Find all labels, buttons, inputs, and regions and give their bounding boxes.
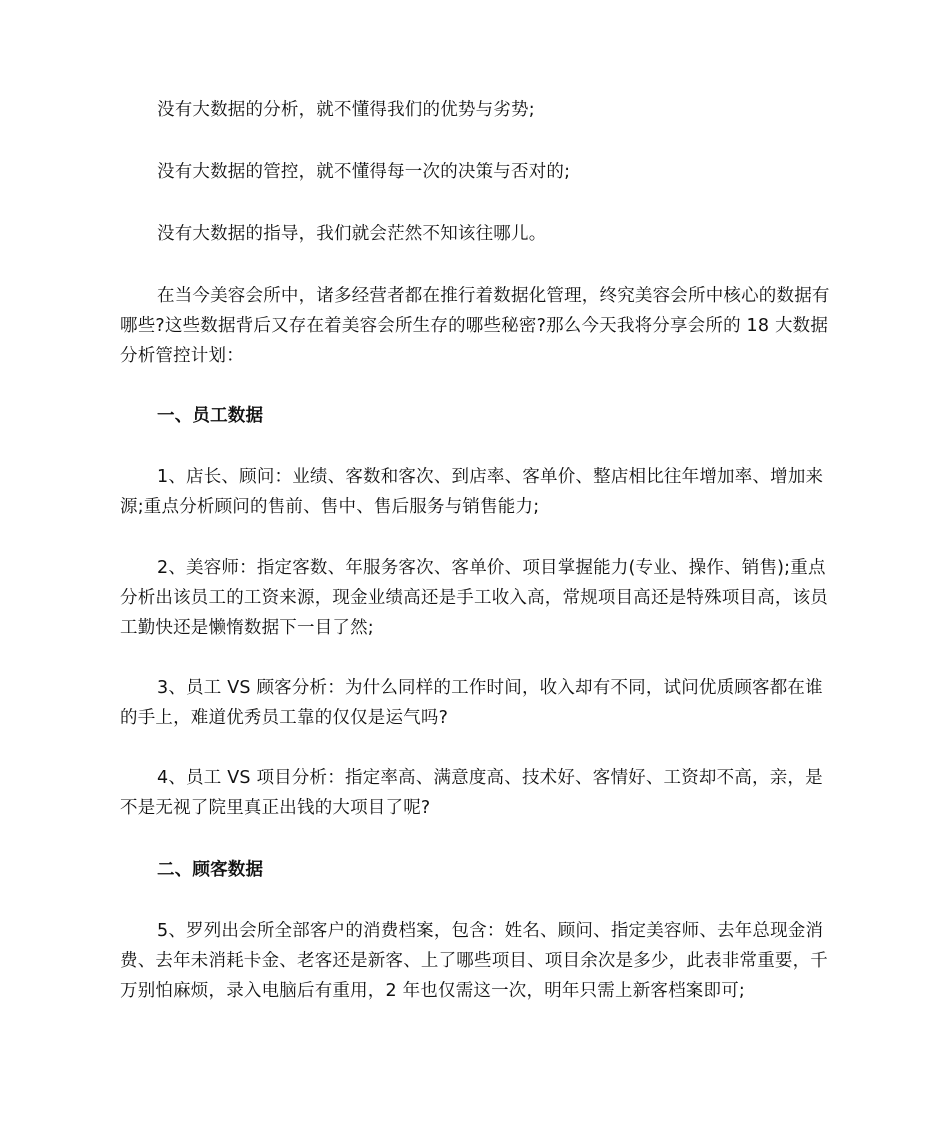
list-item-manager: 1、店长、顾问：业绩、客数和客次、到店率、客单价、整店相比往年增加率、增加来源;重点分析顾问的售前、售中、售后服务与销售能力; [120,467,824,517]
list-item-staff-vs-customer: 3、员工 VS 顾客分析：为什么同样的工作时间，收入却有不同，试问优质顾客都在谁的手上，难道优秀员工靠的仅仅是运气吗? [120,678,823,728]
section-heading-customer: 二、顾客数据 [157,860,264,880]
paragraph-intro: 在当今美容会所中，诸多经营者都在推行着数据化管理，终究美容会所中核心的数据有哪些?这些数据背后又存在着美容会所生存的哪些秘密?那么今天我将分享会所的 18 大数据分析管控计划： [120,286,830,366]
list-item-beautician: 2、美容师：指定客数、年服务客次、客单价、项目掌握能力(专业、操作、销售);重点分析出该员工的工资来源，现金业绩高还是手工收入高，常规项目高还是特殊项目高，该员工勤快还是懒惰数据下一目了然; [120,558,828,638]
list-item-staff-vs-project: 4、员工 VS 项目分析：指定率高、满意度高、技术好、客情好、工资却不高，亲，是不是无视了院里真正出钱的大项目了呢? [120,768,823,818]
list-item-customer-records: 5、罗列出会所全部客户的消费档案，包含：姓名、顾问、指定美容师、去年总现金消费、去年未消耗卡金、老客还是新客、上了哪些项目、项目余次是多少，此表非常重要，千万别怕麻烦，录入电脑后有重用，2 年也仅需这一次，明年只需上新客档案即可; [120,921,828,1001]
paragraph-guidance: 没有大数据的指导，我们就会茫然不知该往哪儿。 [157,224,547,244]
section-heading-staff: 一、员工数据 [157,406,264,426]
paragraph-control: 没有大数据的管控，就不懂得每一次的决策与否对的; [157,162,571,182]
paragraph-analysis: 没有大数据的分析，就不懂得我们的优势与劣势; [157,100,535,120]
